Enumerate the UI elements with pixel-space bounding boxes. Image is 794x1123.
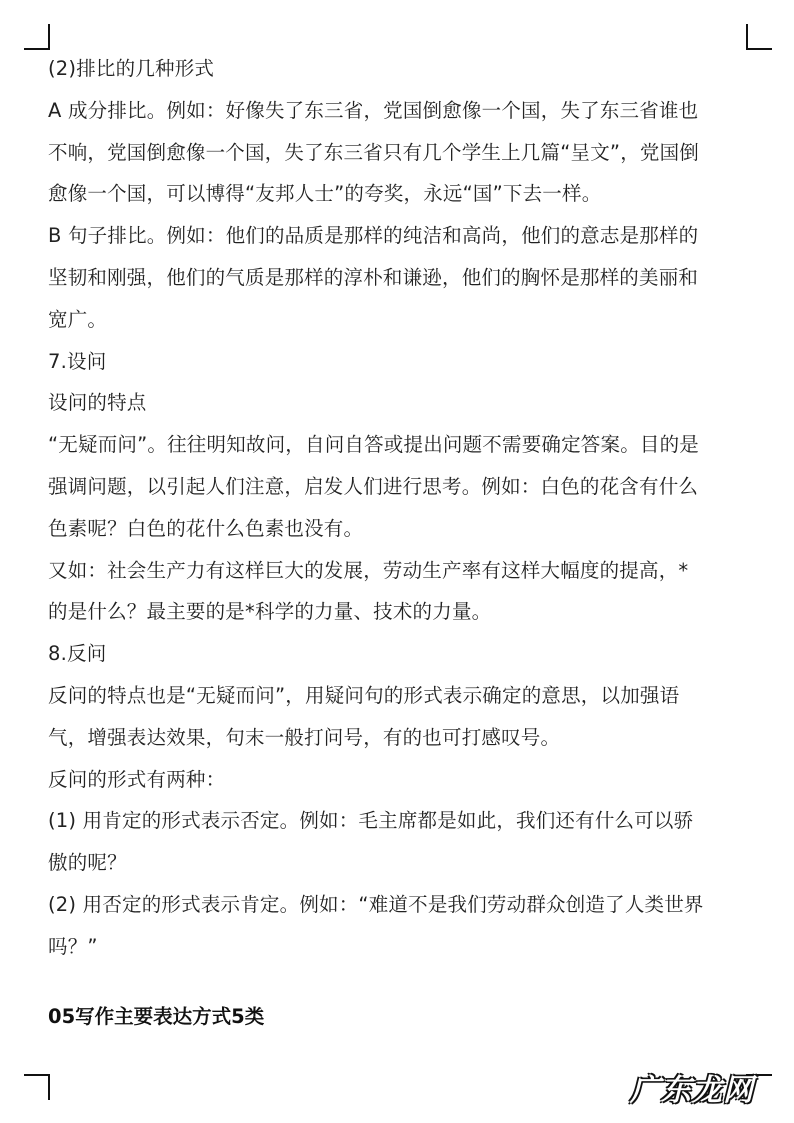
paragraph-line: B 句子排比。例如：他们的品质是那样的纯洁和高尚，他们的意志是那样的 [48, 224, 699, 248]
section-title-rhetorical-question: 7.设问 [48, 349, 107, 373]
paragraph-line: 愈像一个国，可以博得“友邦人士”的夸奖，永远“国”下去一样。 [48, 182, 602, 206]
section-title-counter-question: 8.反问 [48, 642, 107, 666]
subheading-rhetorical-question-features: 设问的特点 [48, 391, 147, 415]
paragraph-line: 不响，党国倒愈像一个国，失了东三省只有几个学生上几篇“呈文”，党国倒 [48, 140, 700, 164]
paragraph-line: 气，增强表达效果，句末一般打问号，有的也可打感叹号。 [48, 725, 561, 749]
subheading-parallelism-forms: (2)排比的几种形式 [48, 57, 215, 80]
paragraph-line: 的是什么？最主要的是*科学的力量、技术的力量。 [48, 600, 492, 624]
paragraph-line: 强调问题，以引起人们注意，启发人们进行思考。例如：白色的花含有什么 [48, 474, 699, 498]
paragraph-line: 坚韧和刚强，他们的气质是那样的淳朴和谦逊，他们的胸怀是那样的美丽和 [48, 265, 699, 289]
paragraph-line: (2) 用否定的形式表示肯定。例如：“难道不是我们劳动群众创造了人类世界 [48, 892, 704, 916]
document-body [48, 48, 754, 1037]
paragraph-line: 色素呢？白色的花什么色素也没有。 [48, 516, 364, 540]
crop-mark-bottom-left [24, 1074, 50, 1100]
paragraph-line: 傲的呢？ [48, 851, 127, 875]
crop-mark-top-right [746, 24, 772, 50]
paragraph-line: 反问的形式有两种： [48, 767, 226, 791]
paragraph-line: A 成分排比。例如：好像失了东三省，党国倒愈像一个国，失了东三省谁也 [48, 98, 699, 122]
paragraph-line: 吗？” [48, 934, 98, 958]
paragraph-line: (1) 用肯定的形式表示否定。例如：毛主席都是如此，我们还有什么可以骄 [48, 809, 694, 833]
paragraph-line: “无疑而问”。往往明知故问，自问自答或提出问题不需要确定答案。目的是 [48, 433, 700, 457]
paragraph-line: 又如：社会生产力有这样巨大的发展，劳动生产率有这样大幅度的提高，* [48, 558, 689, 582]
crop-mark-top-left [24, 24, 50, 50]
watermark-logo: 广东龙网 [630, 1073, 754, 1108]
paragraph-line: 宽广。 [48, 307, 108, 331]
section-heading: 05写作主要表达方式5类 [48, 1004, 265, 1028]
paragraph-line: 反问的特点也是“无疑而问”，用疑问句的形式表示确定的意思，以加强语 [48, 683, 680, 707]
spacer [48, 968, 754, 996]
